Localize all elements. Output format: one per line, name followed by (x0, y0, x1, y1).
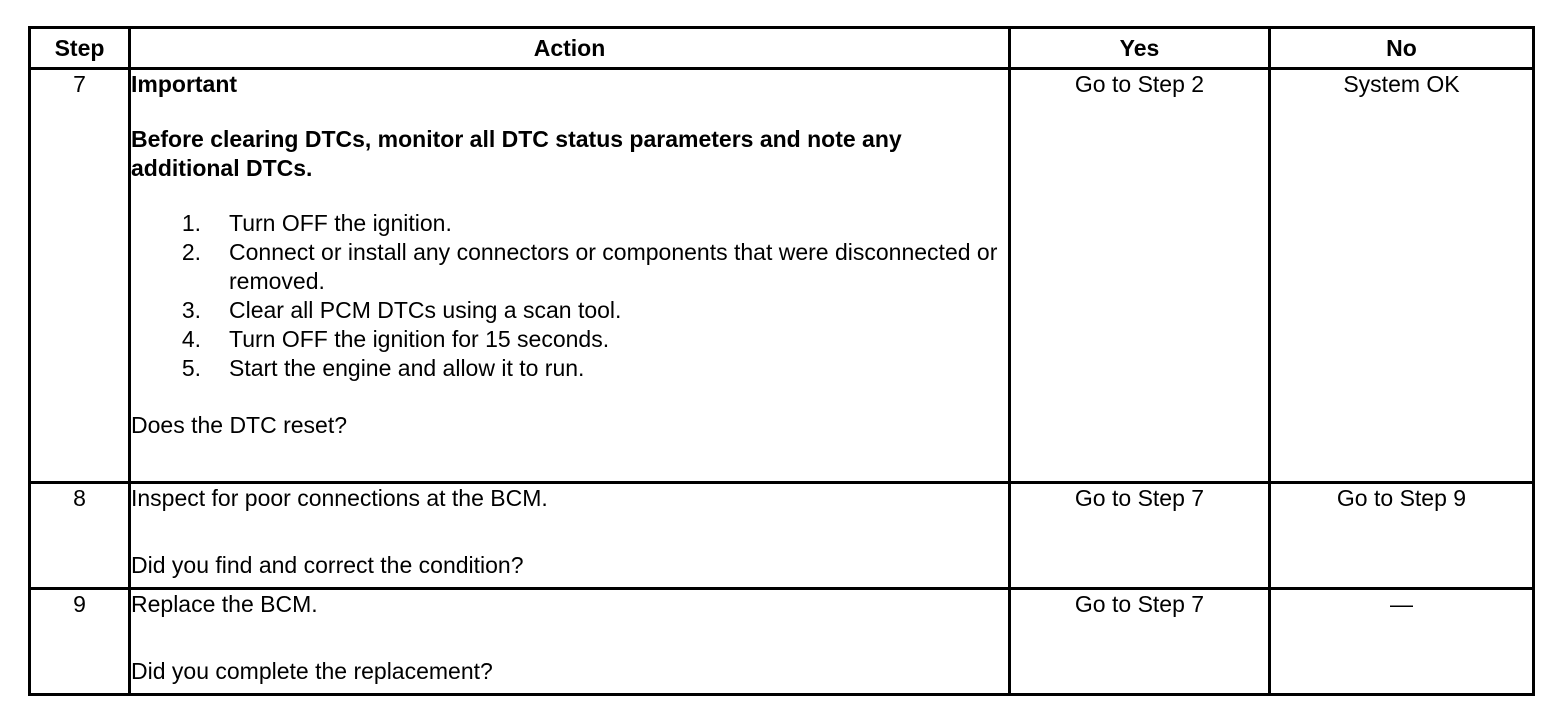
header-step: Step (30, 28, 130, 69)
action-cell (130, 589, 1010, 695)
step-number: 8 (30, 483, 130, 589)
instruction-item (131, 209, 1008, 238)
instruction-number: 2. (181, 239, 201, 265)
table-row-step-9 (30, 589, 1534, 695)
question-text: Does the DTC reset? (131, 412, 348, 438)
instruction-number: 3. (181, 297, 201, 323)
question-text: Did you find and correct the condition? (131, 552, 524, 578)
no-cell: Go to Step 9 (1270, 483, 1534, 589)
header-row (30, 28, 1534, 69)
instruction-text: Start the engine and allow it to run. (229, 355, 585, 381)
important-label: Important (131, 71, 238, 97)
important-text: Before clearing DTCs, monitor all DTC status parameters and note any additional DTCs. (131, 126, 902, 181)
instruction-item (131, 296, 1008, 325)
instruction-text: Turn OFF the ignition for 15 seconds. (229, 326, 610, 352)
header-no: No (1270, 28, 1534, 69)
diagnostic-table (28, 26, 1535, 696)
step-number: 9 (30, 589, 130, 695)
header-yes: Yes (1010, 28, 1270, 69)
step-number: 7 (30, 69, 130, 483)
yes-cell: Go to Step 7 (1010, 589, 1270, 695)
question-text: Did you complete the replacement? (131, 658, 493, 684)
instruction-text: Clear all PCM DTCs using a scan tool. (229, 297, 622, 323)
instruction-text: Connect or install any connectors or components that were disconnected or removed. (229, 239, 998, 294)
yes-cell: Go to Step 2 (1010, 69, 1270, 483)
instruction-number: 1. (181, 210, 201, 236)
no-cell: System OK (1270, 69, 1534, 483)
instruction-list (131, 209, 1008, 383)
action-text: Replace the BCM. (131, 591, 318, 617)
table-row-step-8 (30, 483, 1534, 589)
important-note (131, 70, 1008, 183)
instruction-number: 5. (181, 355, 201, 381)
yes-cell: Go to Step 7 (1010, 483, 1270, 589)
instruction-number: 4. (181, 326, 201, 352)
header-action: Action (130, 28, 1010, 69)
instruction-item (131, 238, 1008, 296)
table-row-step-7 (30, 69, 1534, 483)
no-cell: — (1270, 589, 1534, 695)
instruction-item (131, 325, 1008, 354)
action-cell (130, 483, 1010, 589)
instruction-text: Turn OFF the ignition. (229, 210, 452, 236)
action-text: Inspect for poor connections at the BCM. (131, 485, 548, 511)
action-cell (130, 69, 1010, 483)
instruction-item (131, 354, 1008, 383)
